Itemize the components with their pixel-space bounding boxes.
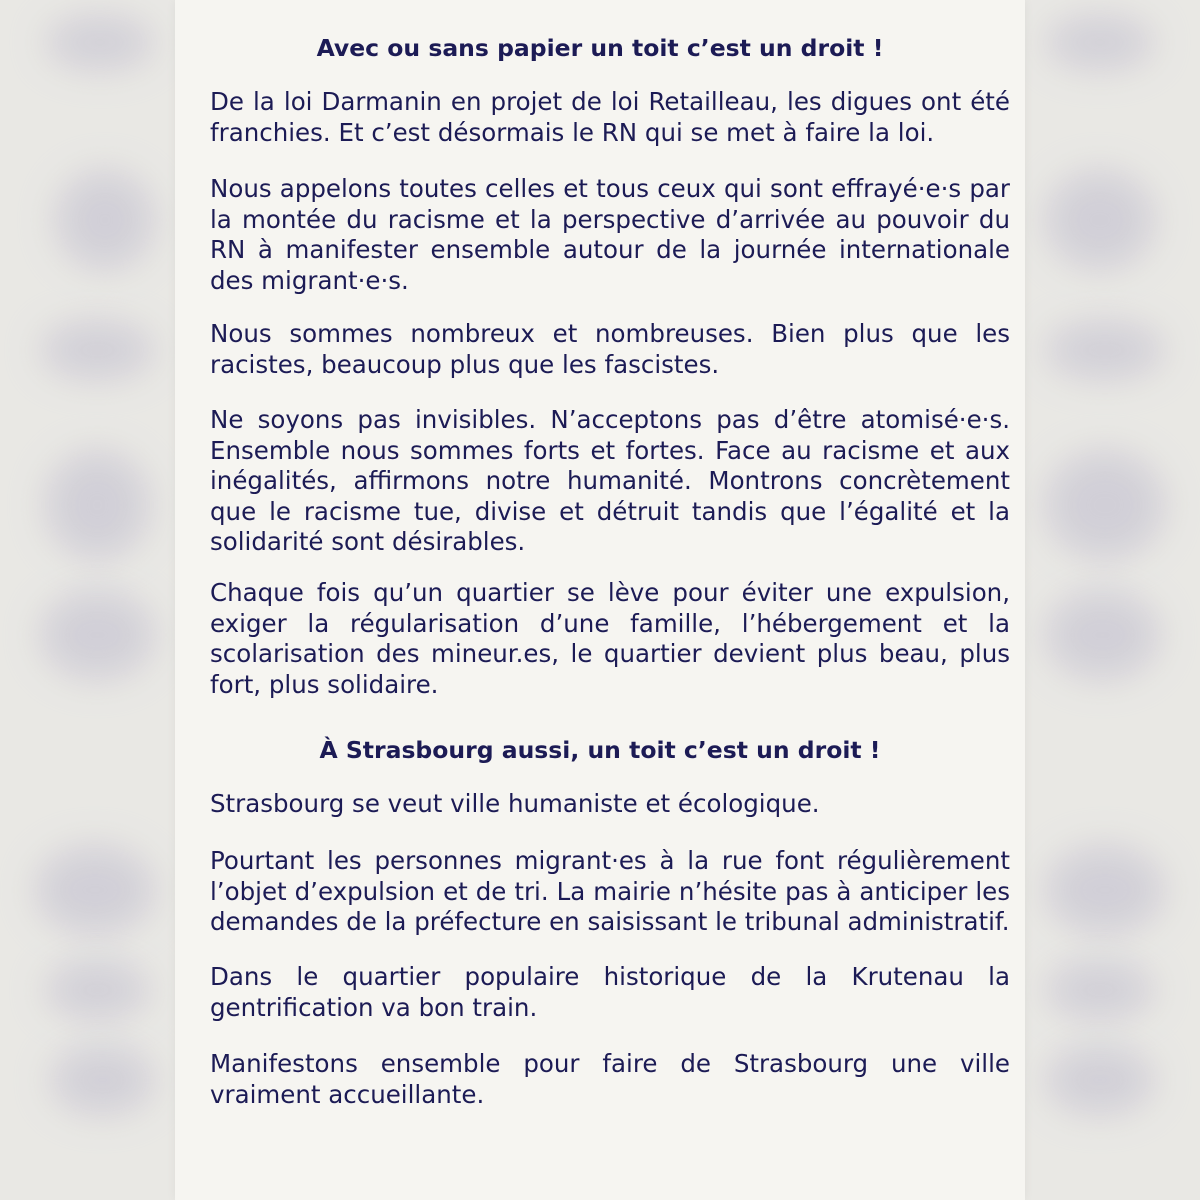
paragraph-expulsion: Pourtant les personnes migrant·es à la rue font régulièrement l’objet d’expulsion et de tri. La mairie n’hésite pas à anticiper les demandes de la préfecture en saisissant le tribunal administratif. <box>210 846 1010 936</box>
paragraph-krutenau: Dans le quartier populaire historique de la Krutenau la gentrification va bon train. <box>210 962 1010 1022</box>
blurred-background-left <box>0 0 175 1200</box>
paragraph-loi: De la loi Darmanin en projet de loi Retailleau, les digues ont été franchies. Et c’est désormais le RN qui se met à faire la loi. <box>210 87 1010 147</box>
paragraph-invisibles: Ne soyons pas invisibles. N’acceptons pas d’être atomisé·e·s. Ensemble nous sommes forts et fortes. Face au racisme et aux inégalités, affirmons notre humanité. Montrons concrètement que le racisme tue, divise et détruit tandis que l’égalité et la solidarité sont désirables. <box>210 405 1010 556</box>
blurred-background-right <box>1025 0 1200 1200</box>
paragraph-ville: Strasbourg se veut ville humaniste et écologique. <box>210 789 820 818</box>
heading-main: Avec ou sans papier un toit c’est un droit ! <box>316 34 884 62</box>
heading-strasbourg: À Strasbourg aussi, un toit c’est un droit ! <box>319 736 881 764</box>
document-page <box>175 0 1025 1200</box>
paragraph-appel: Nous appelons toutes celles et tous ceux qui sont effrayé·e·s par la montée du racisme et la perspective d’arrivée au pouvoir du RN à manifester ensemble autour de la journée internationale des migrant·e·s. <box>210 174 1010 295</box>
paragraph-manifestons: Manifestons ensemble pour faire de Strasbourg une ville vraiment accueillante. <box>210 1049 1010 1109</box>
paragraph-quartier: Chaque fois qu’un quartier se lève pour éviter une expulsion, exiger la régularisation d’une famille, l’hébergement et la scolarisation des mineur.es, le quartier devient plus beau, plus fort, plus solidaire. <box>210 578 1010 699</box>
paragraph-nombreux: Nous sommes nombreux et nombreuses. Bien plus que les racistes, beaucoup plus que les fascistes. <box>210 319 1010 379</box>
